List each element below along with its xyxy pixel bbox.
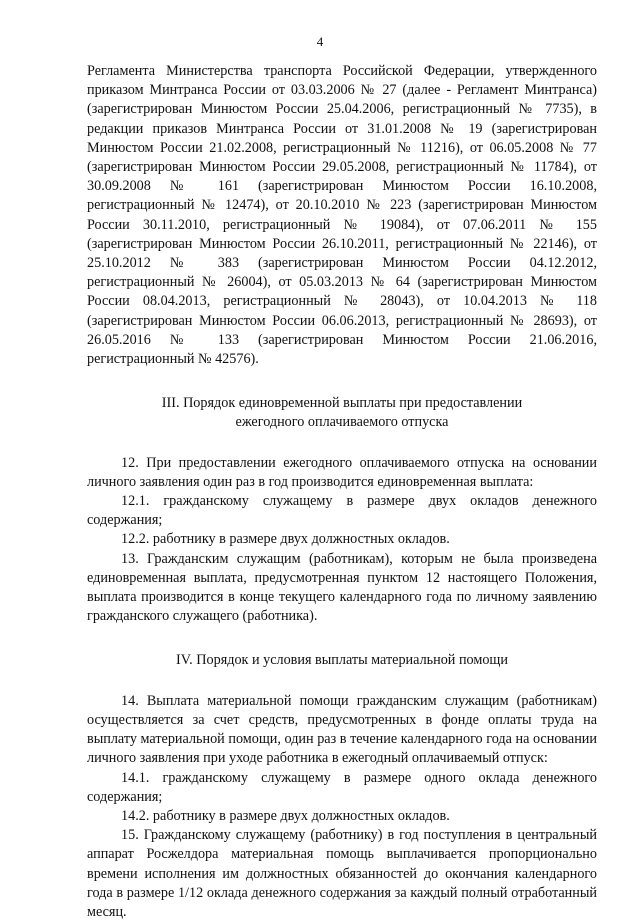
section-3-heading-line2: ежегодного оплачиваемого отпуска bbox=[235, 414, 449, 431]
paragraph-12: 12. При предоставлении ежегодного оплачиваемого отпуска на основании личного заявления один раз в год производится единовременная выплата: bbox=[87, 454, 597, 490]
paragraph-14: 14. Выплата материальной помощи гражданским служащим (работникам) осуществляется за счет средств, предусмотренных в фонде оплаты труда на выплату материальной помощи, один раз в течение календарного года на основании личного заявления при уходе работника в ежегодный оплачиваемый отпуск: bbox=[87, 692, 597, 767]
paragraph-14-1: 14.1. гражданскому служащему в размере одного оклада денежного содержания; bbox=[87, 769, 597, 805]
section-3-heading bbox=[87, 394, 597, 432]
paragraph-13: 13. Гражданским служащим (работникам), которым не была произведена единовременная выплата, предусмотренная пунктом 12 настоящего Положения, выплата производится в конце текущего календарного года по личному заявлению гражданского служащего (работника). bbox=[87, 550, 597, 625]
paragraph-12-2: 12.2. работнику в размере двух должностных окладов. bbox=[121, 531, 450, 548]
paragraph-14-2: 14.2. работнику в размере двух должностных окладов. bbox=[121, 807, 450, 824]
paragraph-12-1: 12.1. гражданскому служащему в размере двух окладов денежного содержания; bbox=[87, 493, 597, 529]
intro-paragraph: Регламента Министерства транспорта Российской Федерации, утвержденного приказом Минтранса России от 03.03.2006 № 27 (далее - Регламент Минтранса) (зарегистрирован Минюстом России 25.04.2006, регистрационный № 7735), в редакции приказов Минтранса России от 31.01.2008 № 19 (зарегистрирован Минюстом России 21.02.2008, регистрационный № 11216), от 06.05.2008 № 77 (зарегистрирован Минюстом России 29.05.2008, регистрационный № 11784), от 30.09.2008 № 161 (зарегистрирован Минюстом России 16.10.2008, регистрационный № 12474), от 20.10.2010 № 223 (зарегистрирован Минюстом России 30.11.2010, регистрационный № 19084), от 07.06.2011 № 155 (зарегистрирован Минюстом России 26.10.2011, регистрационный № 22146), от 25.10.2012 № 383 (зарегистрирован Минюстом России 04.12.2012, регистрационный № 26004), от 05.03.2013 № 64 (зарегистрирован Минюстом России 08.04.2013, регистрационный № 28043), от 10.04.2013 № 118 (зарегистрирован Минюстом России 06.06.2013, регистрационный № 28693), от 26.05.2016 № 133 (зарегистрирован Минюстом России 21.06.2016, регистрационный № 42576). bbox=[87, 63, 597, 368]
section-4-heading: IV. Порядок и условия выплаты материальной помощи bbox=[176, 652, 508, 669]
paragraph-15: 15. Гражданскому служащему (работнику) в год поступления в центральный аппарат Росжелдора материальная помощь выплачивается пропорционально времени исполнения им должностных обязанностей до окончания календарного года в размере 1/12 оклада денежного содержания за каждый полный отработанный месяц. bbox=[87, 827, 597, 920]
document-body bbox=[87, 62, 597, 922]
section-3-heading-line1: III. Порядок единовременной выплаты при предоставлении bbox=[161, 395, 523, 412]
page-number: 4 bbox=[316, 34, 324, 49]
